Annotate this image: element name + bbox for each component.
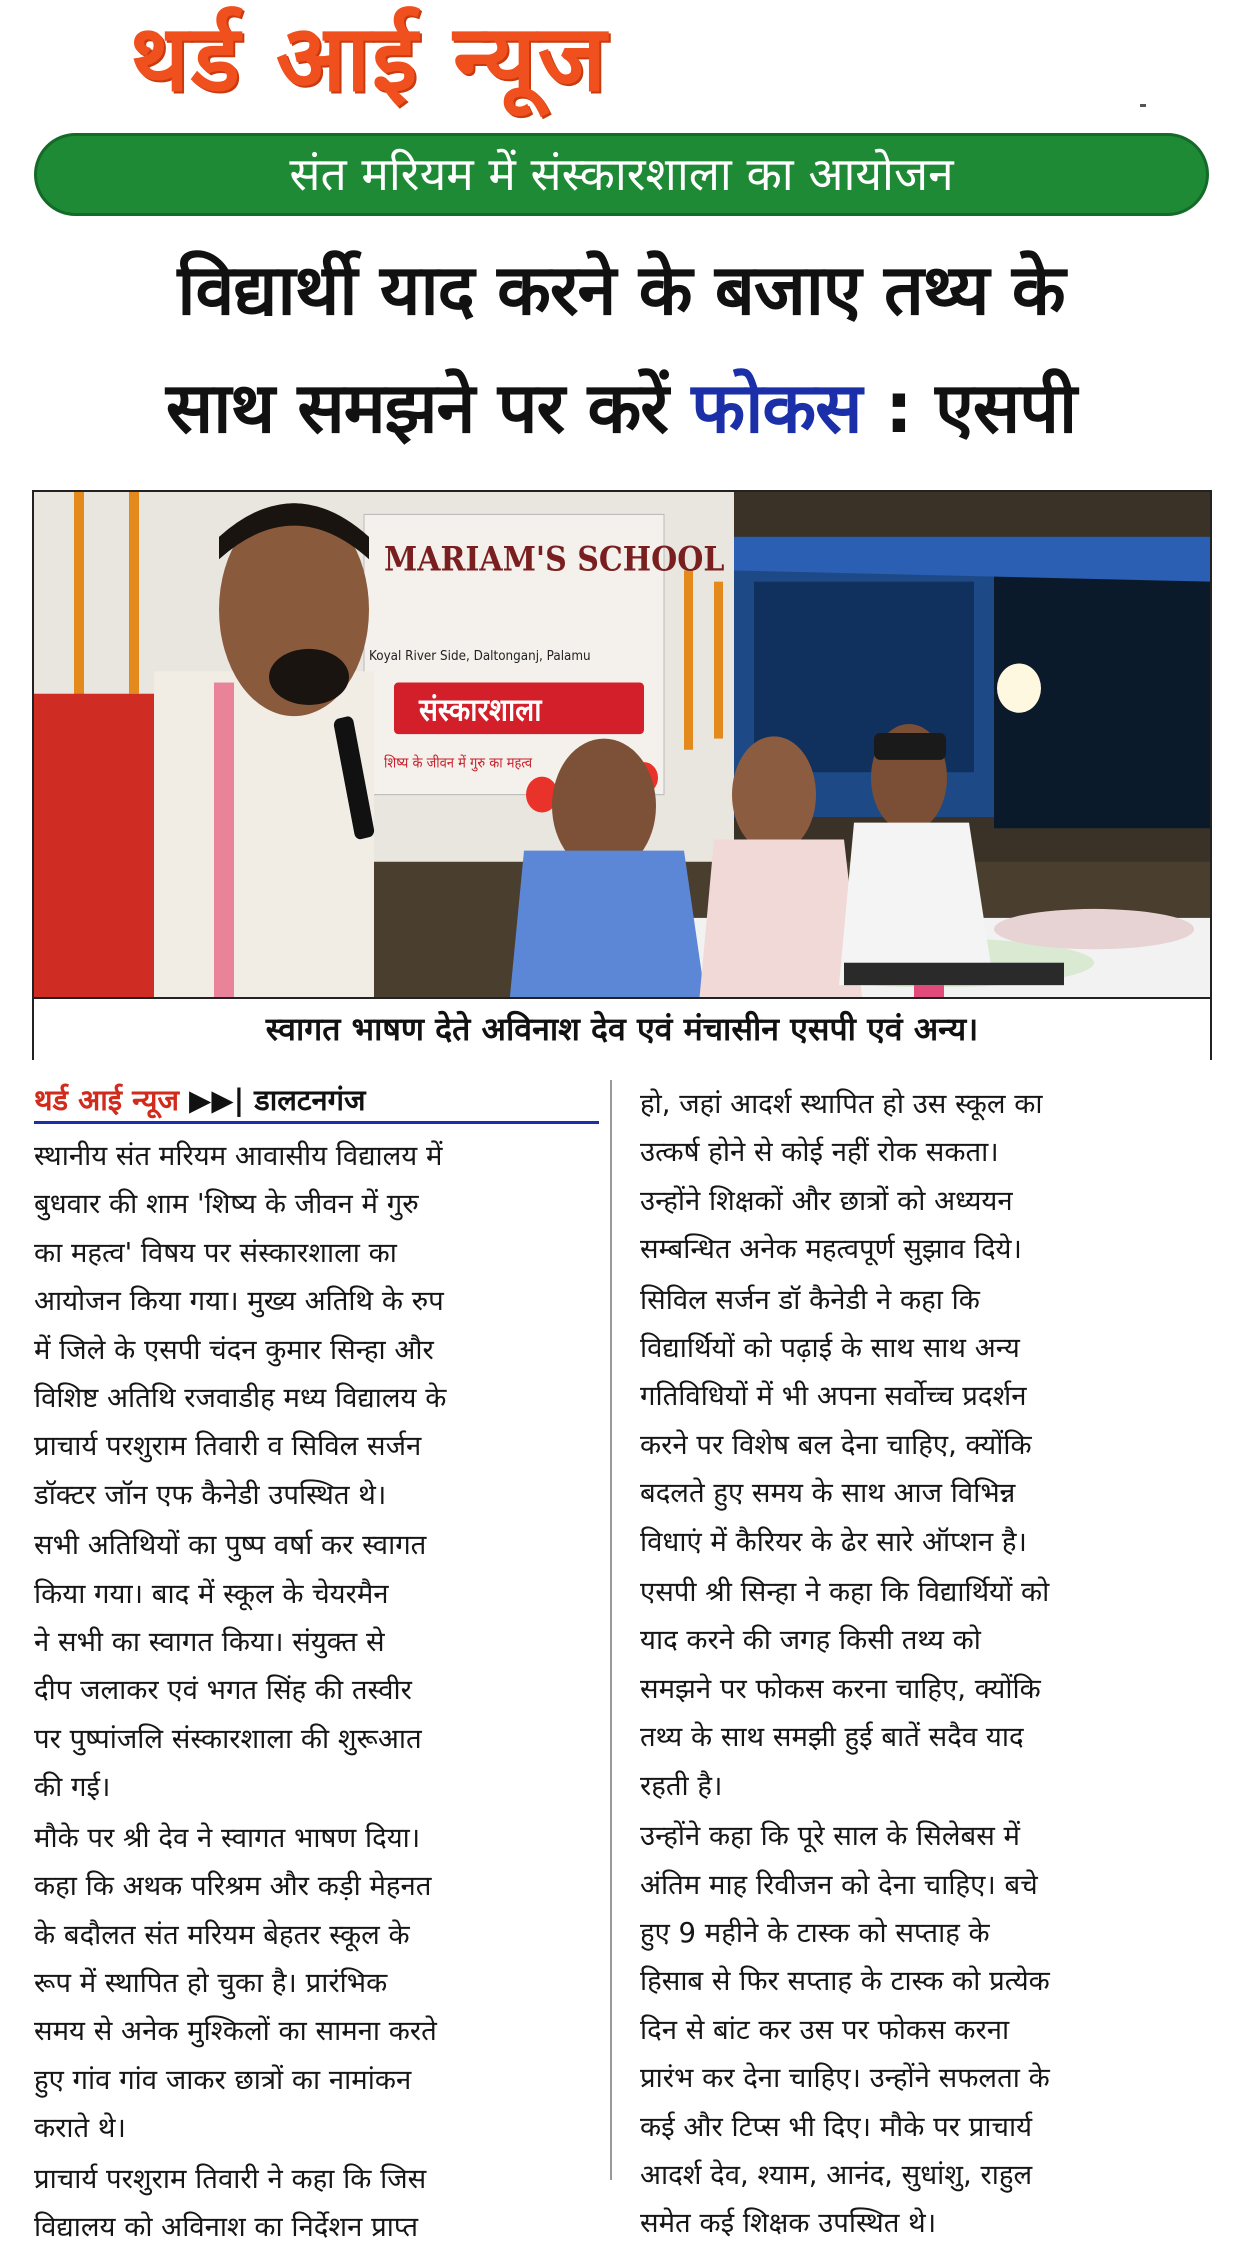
section-banner: संत मरियम में संस्कारशाला का आयोजन	[34, 133, 1209, 216]
article-line: प्राचार्य परशुराम तिवारी व सिविल सर्जन	[34, 1430, 422, 1463]
article-line: गतिविधियों में भी अपना सर्वोच्च प्रदर्शन	[640, 1380, 1027, 1413]
sign-hindi-text: संस्कारशाला	[419, 692, 542, 730]
article-line: सिविल सर्जन डॉ कैनेडी ने कहा कि	[640, 1283, 980, 1316]
article-line: हिसाब से फिर सप्ताह के टास्क को प्रत्येक	[640, 1965, 1050, 1998]
article-line: दीप जलाकर एवं भगत सिंह की तस्वीर	[34, 1674, 412, 1707]
article-line: के बदौलत संत मरियम बेहतर स्कूल के	[34, 1918, 410, 1951]
article-line: एसपी श्री सिन्हा ने कहा कि विद्यार्थियों को	[640, 1576, 1050, 1609]
article-line: रहती है।	[640, 1769, 723, 1802]
headline-part-a: साथ समझने पर करें	[165, 367, 692, 449]
article-line: स्थानीय संत मरियम आवासीय विद्यालय में	[34, 1140, 443, 1172]
article-line: उत्कर्ष होने से कोई नहीं रोक सकता।	[640, 1136, 999, 1169]
article-line: आदर्श देव, श्याम, आनंद, सुधांशु, राहुल	[640, 2158, 1033, 2191]
article-line: की गई।	[34, 1771, 111, 1804]
article-line: विद्यार्थियों को पढ़ाई के साथ साथ अन्य	[640, 1332, 1020, 1365]
article-paragraph	[640, 1568, 1205, 1810]
article-line: समय से अनेक मुश्किलों का सामना करते	[34, 2015, 437, 2048]
article-line: रूप में स्थापित हो चुका है। प्रारंभिक	[34, 1966, 388, 1999]
article-line: उन्होंने शिक्षकों और छात्रों को अध्ययन	[640, 1184, 1013, 1217]
headline-part-b: : एसपी	[861, 367, 1077, 449]
article-paragraph	[34, 2155, 599, 2251]
left-column-body	[34, 1132, 599, 2251]
article-paragraph	[640, 1812, 1205, 2248]
article-line: हुए 9 महीने के टास्क को सप्ताह के	[640, 1916, 990, 1949]
article-line: तथ्य के साथ समझी हुई बातें सदैव याद	[640, 1721, 1024, 1754]
school-sign-text: MARIAM'S SCHOOL	[384, 538, 725, 579]
sign-tagline: शिष्य के जीवन में गुरु का महत्व	[384, 755, 533, 772]
article-line: हो, जहां आदर्श स्थापित हो उस स्कूल का	[640, 1088, 1043, 1120]
article-line: उन्होंने कहा कि पूरे साल के सिलेबस में	[640, 1820, 1020, 1853]
article-line: कई और टिप्स भी दिए। मौके पर प्राचार्य	[640, 2110, 1033, 2143]
right-column-body	[640, 1080, 1205, 2248]
article-line: आयोजन किया गया। मुख्य अतिथि के रुप	[34, 1285, 444, 1318]
photo-caption: स्वागत भाषण देते अविनाश देव एवं मंचासीन एसपी एवं अन्य।	[34, 997, 1210, 1060]
byline-arrows-icon: ▶▶|	[189, 1083, 245, 1117]
article-line: का महत्व' विषय पर संस्कारशाला का	[34, 1236, 397, 1269]
article-line: ने सभी का स्वागत किया। संयुक्त से	[34, 1626, 385, 1659]
article-line: विद्यालय को अविनाश का निर्देशन प्राप्त	[34, 2210, 419, 2243]
article-line: विधाएं में कैरियर के ढेर सारे ऑप्शन है।	[640, 1525, 1027, 1558]
masthead-mark	[1140, 104, 1146, 107]
headline-line-2	[20, 356, 1222, 460]
photo-illustration	[34, 492, 1210, 1058]
article-line: कराते थे।	[34, 2112, 126, 2145]
article-line: दिन से बांट कर उस पर फोकस करना	[640, 2013, 1010, 2046]
article-line: सम्बन्धित अनेक महत्वपूर्ण सुझाव दिये।	[640, 1233, 1022, 1266]
column-divider	[610, 1080, 612, 2180]
byline-brand: थर्ड आई न्यूज	[34, 1083, 180, 1117]
newspaper-title: थर्ड आई न्यूज	[130, 5, 609, 112]
article-line: किया गया। बाद में स्कूल के चेयरमैन	[34, 1577, 389, 1610]
article-line: मौके पर श्री देव ने स्वागत भाषण दिया।	[34, 1821, 421, 1854]
headline-focus-word: फोकस	[691, 367, 862, 449]
school-sign-subtext: Koyal River Side, Daltonganj, Palamu	[369, 648, 591, 665]
headline-line-1: विद्यार्थी याद करने के बजाए तथ्य के	[177, 249, 1065, 331]
news-photo	[32, 490, 1212, 1060]
article-paragraph	[34, 1521, 599, 1811]
article-line: समेत कई शिक्षक उपस्थित थे।	[640, 2207, 937, 2240]
article-line: समझने पर फोकस करना चाहिए, क्योंकि	[640, 1672, 1041, 1705]
article-line: बुधवार की शाम 'शिष्य के जीवन में गुरु	[34, 1188, 419, 1221]
article-column-right	[640, 1080, 1205, 2240]
article-line: प्रारंभ कर देना चाहिए। उन्होंने सफलता के	[640, 2062, 1050, 2095]
article-line: विशिष्ट अतिथि रजवाडीह मध्य विद्यालय के	[34, 1382, 447, 1415]
article-line: सभी अतिथियों का पुष्प वर्षा कर स्वागत	[34, 1529, 427, 1562]
article-paragraph	[34, 1814, 599, 2153]
article-paragraph	[640, 1080, 1205, 1274]
article-line: में जिले के एसपी चंदन कुमार सिन्हा और	[34, 1333, 434, 1366]
byline-dateline: डालटनगंज	[254, 1083, 366, 1117]
article-line: याद करने की जगह किसी तथ्य को	[640, 1624, 981, 1657]
article-column-left	[34, 1080, 599, 2243]
article-line: हुए गांव गांव जाकर छात्रों का नामांकन	[34, 2063, 412, 2096]
article-line: अंतिम माह रिवीजन को देना चाहिए। बचे	[640, 1868, 1038, 1901]
article-line: डॉक्टर जॉन एफ कैनेडी उपस्थित थे।	[34, 1478, 387, 1511]
article-line: पर पुष्पांजलि संस्कारशाला की शुरूआत	[34, 1722, 422, 1755]
article-line: करने पर विशेष बल देना चाहिए, क्योंकि	[640, 1428, 1032, 1461]
article-line: बदलते हुए समय के साथ आज विभिन्न	[640, 1477, 1016, 1510]
article-paragraph	[640, 1276, 1205, 1566]
article-paragraph	[34, 1132, 599, 1519]
article-line: कहा कि अथक परिश्रम और कड़ी मेहनत	[34, 1870, 432, 1903]
article-line: प्राचार्य परशुराम तिवारी ने कहा कि जिस	[34, 2162, 427, 2195]
byline	[34, 1080, 599, 1124]
masthead	[0, 0, 1242, 120]
